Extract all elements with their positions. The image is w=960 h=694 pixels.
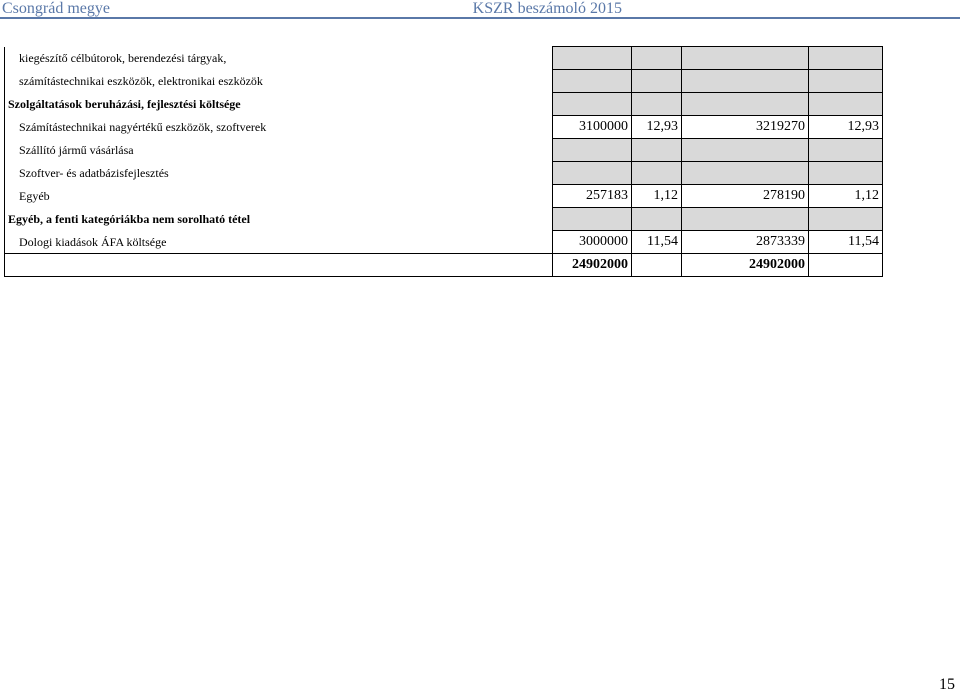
- table-row: [5, 208, 883, 231]
- cell-shaded: [632, 208, 682, 231]
- report-title: KSZR beszámoló 2015: [472, 0, 622, 17]
- page-header: [0, 0, 960, 20]
- table-row: [5, 231, 883, 254]
- percent-plan: 1,12: [632, 185, 682, 208]
- table-row: [5, 139, 883, 162]
- cell-shaded: [632, 93, 682, 116]
- cell-shaded: [809, 162, 883, 185]
- row-label: Egyéb: [5, 185, 553, 208]
- cell-shaded: [553, 139, 632, 162]
- row-label: Egyéb, a fenti kategóriákba nem sorolható tétel: [5, 208, 553, 231]
- cell-shaded: [682, 162, 809, 185]
- table-row: [5, 185, 883, 208]
- cell-shaded: [682, 93, 809, 116]
- cell-shaded: [682, 139, 809, 162]
- county-title: Csongrád megye: [2, 0, 110, 17]
- total-plan: 24902000: [553, 254, 632, 277]
- percent-plan: 11,54: [632, 231, 682, 254]
- percent-actual: 11,54: [809, 231, 883, 254]
- cell-shaded: [632, 70, 682, 93]
- cell-shaded: [553, 208, 632, 231]
- cell-shaded: [809, 93, 883, 116]
- row-label: Számítástechnikai nagyértékű eszközök, szoftverek: [5, 116, 553, 139]
- cell-shaded: [553, 93, 632, 116]
- totals-label-cell: [5, 254, 553, 277]
- table-row: [5, 162, 883, 185]
- cell-shaded: [553, 47, 632, 70]
- amount-plan: 3100000: [553, 116, 632, 139]
- cell-shaded: [632, 139, 682, 162]
- cell-shaded: [553, 70, 632, 93]
- table-row: [5, 93, 883, 116]
- row-label: Szállító jármű vásárlása: [5, 139, 553, 162]
- row-label: számítástechnikai eszközök, elektronikai eszközök: [5, 70, 553, 93]
- cell-shaded: [682, 70, 809, 93]
- table-row: [5, 70, 883, 93]
- page-number: 15: [939, 676, 955, 693]
- cell-shaded: [632, 162, 682, 185]
- percent-actual: 1,12: [809, 185, 883, 208]
- percent-plan: 12,93: [632, 116, 682, 139]
- cell-shaded: [632, 47, 682, 70]
- cell-shaded: [682, 208, 809, 231]
- row-label: Dologi kiadások ÁFA költsége: [5, 231, 553, 254]
- cell-shaded: [809, 139, 883, 162]
- amount-plan: 3000000: [553, 231, 632, 254]
- cell-empty: [632, 254, 682, 277]
- totals-row: [5, 254, 883, 277]
- amount-actual: 2873339: [682, 231, 809, 254]
- cell-shaded: [682, 47, 809, 70]
- percent-actual: 12,93: [809, 116, 883, 139]
- amount-plan: 257183: [553, 185, 632, 208]
- table-row: [5, 47, 883, 70]
- row-label: Szoftver- és adatbázisfejlesztés: [5, 162, 553, 185]
- row-label: kiegészítő célbútorok, berendezési tárgyak,: [5, 47, 553, 70]
- amount-actual: 3219270: [682, 116, 809, 139]
- cell-empty: [809, 254, 883, 277]
- cell-shaded: [809, 208, 883, 231]
- cell-shaded: [809, 47, 883, 70]
- amount-actual: 278190: [682, 185, 809, 208]
- total-actual: 24902000: [682, 254, 809, 277]
- budget-table: [4, 46, 883, 277]
- cell-shaded: [809, 70, 883, 93]
- row-label: Szolgáltatások beruházási, fejlesztési költsége: [5, 93, 553, 116]
- header-rule: [0, 17, 960, 19]
- cell-shaded: [553, 162, 632, 185]
- table-row: [5, 116, 883, 139]
